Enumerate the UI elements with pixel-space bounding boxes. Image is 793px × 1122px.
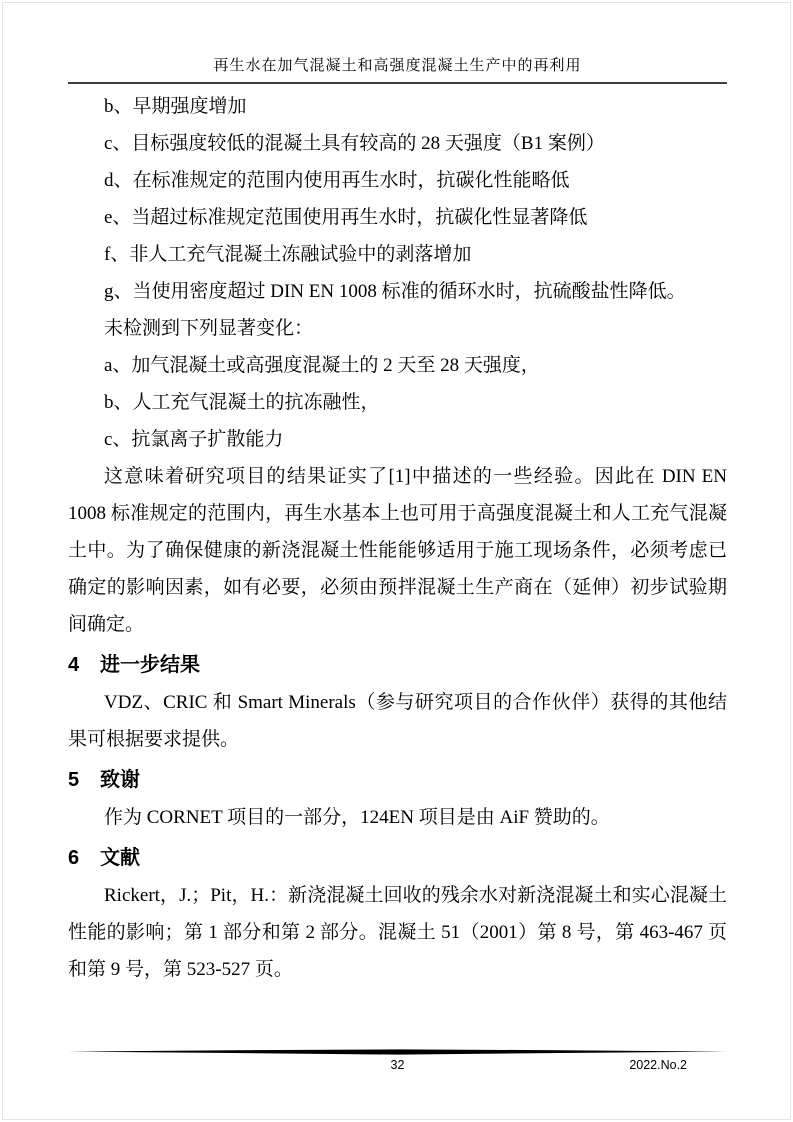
section-body: VDZ、CRIC 和 Smart Minerals（参与研究项目的合作伙伴）获得的其他结果可根据要求提供。 bbox=[68, 692, 727, 750]
header-rule bbox=[68, 82, 727, 84]
section-heading bbox=[68, 845, 727, 872]
finding-item-d: d、在标准规定的范围内使用再生水时，抗碳化性能略低 bbox=[104, 170, 570, 191]
no-change-item-c: c、抗氯离子扩散能力 bbox=[104, 429, 284, 450]
finding-item-c: c、目标强度较低的混凝土具有较高的 28 天强度（B1 案例） bbox=[104, 133, 605, 154]
section-number: 4 bbox=[68, 654, 80, 676]
running-header-title: 再生水在加气混凝土和高强度混凝土生产中的再利用 bbox=[213, 58, 582, 74]
no-change-intro: 未检测到下列显著变化： bbox=[104, 318, 314, 339]
finding-item-b: b、早期强度增加 bbox=[104, 96, 247, 117]
finding-item-e: e、当超过标准规定范围使用再生水时，抗碳化性显著降低 bbox=[104, 207, 588, 228]
page-footer bbox=[68, 1049, 727, 1073]
document-content bbox=[68, 88, 727, 988]
page-number: 32 bbox=[390, 1058, 405, 1072]
footer-text-row bbox=[68, 1057, 727, 1073]
section-number: 6 bbox=[68, 847, 80, 869]
section-heading bbox=[68, 767, 727, 794]
section-heading bbox=[68, 652, 727, 679]
issue-label: 2022.No.2 bbox=[629, 1058, 687, 1072]
finding-item-f: f、非人工充气混凝土冻融试验中的剥落增加 bbox=[104, 244, 472, 265]
section-references bbox=[68, 845, 727, 988]
section-acknowledgements bbox=[68, 767, 727, 836]
section-title: 进一步结果 bbox=[100, 654, 200, 676]
section-title: 致谢 bbox=[100, 769, 140, 791]
section-further-results bbox=[68, 652, 727, 758]
section-title: 文献 bbox=[100, 847, 140, 869]
section-body: 作为 CORNET 项目的一部分，124EN 项目是由 AiF 赞助的。 bbox=[104, 807, 610, 828]
footer-decorative-rule bbox=[68, 1049, 727, 1055]
page-header bbox=[68, 55, 727, 84]
no-change-item-a: a、加气混凝土或高强度混凝土的 2 天至 28 天强度， bbox=[104, 355, 540, 376]
no-change-item-b: b、人工充气混凝土的抗冻融性， bbox=[104, 392, 380, 413]
section-number: 5 bbox=[68, 769, 80, 791]
section-body: Rickert，J.；Pit，H.：新浇混凝土回收的残余水对新浇混凝土和实心混凝土性能的影响；第 1 部分和第 2 部分。混凝土 51（2001）第 8 号，第 463-467 页和第 9 号，第 523-527 页。 bbox=[68, 885, 727, 980]
conclusion-paragraph: 这意味着研究项目的结果证实了[1]中描述的一些经验。因此在 DIN EN 1008 标准规定的范围内，再生水基本上也可用于高强度混凝土和人工充气混凝土中。为了确保健康的新浇混凝土性能能够适用于施工现场条件，必须考虑已确定的影响因素，如有必要，必须由预拌混凝土生产商在（延伸）初步试验期间确定。 bbox=[68, 466, 727, 635]
finding-item-g: g、当使用密度超过 DIN EN 1008 标准的循环水时，抗硫酸盐性降低。 bbox=[104, 281, 686, 302]
